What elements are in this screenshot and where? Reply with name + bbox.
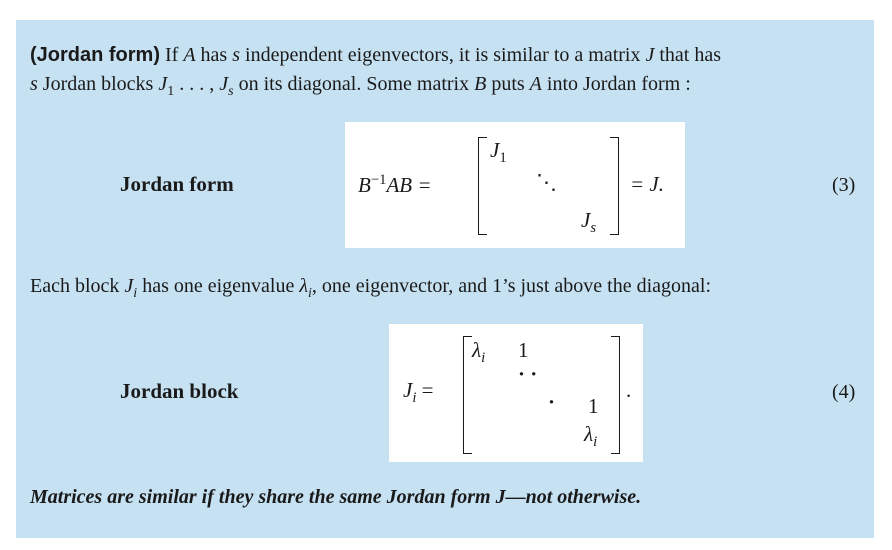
- entry-lambda-i: $\lambda_i$: [472, 338, 486, 367]
- right-bracket: [611, 336, 620, 454]
- eq3-lhs: $B^{-1}AB$ =: [358, 172, 432, 197]
- matrix-entry-j1: $J_1$: [490, 138, 507, 167]
- theorem-heading: (Jordan form): [30, 44, 160, 66]
- var-a: A: [529, 73, 542, 95]
- diagonal-dots: · ·: [518, 362, 538, 386]
- var-j: J: [158, 73, 168, 95]
- intro-text: has: [195, 44, 233, 66]
- eq4-lhs: $J_i$ =: [403, 378, 434, 407]
- var-a: A: [183, 44, 196, 66]
- intro-paragraph: [30, 41, 860, 106]
- theorem-box: [16, 20, 874, 538]
- intro-text: puts: [486, 73, 530, 95]
- eq3-rhs: = J.: [630, 172, 664, 196]
- entry-one: 1: [588, 394, 599, 418]
- equation-number-4: (4): [832, 381, 856, 403]
- var-j: J: [645, 44, 655, 66]
- middle-paragraph: Each block $J_i$ has one eigenvalue $\lambda_i$, one eigenvector, and 1’s just above the diagonal:: [30, 275, 712, 301]
- matrix-diagonal-dots: ⋱: [536, 170, 557, 194]
- matrix-entry-js: $J_s$: [581, 208, 597, 237]
- left-bracket: [478, 137, 487, 235]
- intro-text: . . . ,: [174, 73, 220, 95]
- var-j: J: [219, 73, 229, 95]
- subscript: 1: [167, 84, 175, 99]
- eq4-period: .: [626, 378, 632, 402]
- intro-text: on its diagonal. Some matrix: [233, 73, 475, 95]
- equation-number-3: (3): [832, 174, 856, 196]
- intro-text: Jordan blocks: [37, 73, 159, 95]
- jordan-form-label: Jordan form: [120, 172, 234, 196]
- intro-text: independent eigenvectors, it is similar to a matrix: [240, 44, 646, 66]
- diagonal-dot: ·: [548, 390, 556, 414]
- entry-lambda-i: $\lambda_i$: [584, 422, 598, 451]
- closing-statement: Matrices are similar if they share the same Jordan form J—not otherwise.: [30, 486, 642, 508]
- var-s: s: [30, 73, 38, 95]
- left-bracket: [463, 336, 472, 454]
- var-b: B: [474, 73, 487, 95]
- intro-text: that has: [654, 44, 722, 66]
- entry-one: 1: [518, 338, 529, 362]
- jordan-block-label: Jordan block: [120, 379, 239, 403]
- var-s: s: [232, 44, 241, 66]
- intro-text: into Jordan form :: [541, 73, 691, 95]
- intro-text: If: [160, 44, 184, 66]
- subscript: s: [228, 84, 234, 99]
- right-bracket: [610, 137, 619, 235]
